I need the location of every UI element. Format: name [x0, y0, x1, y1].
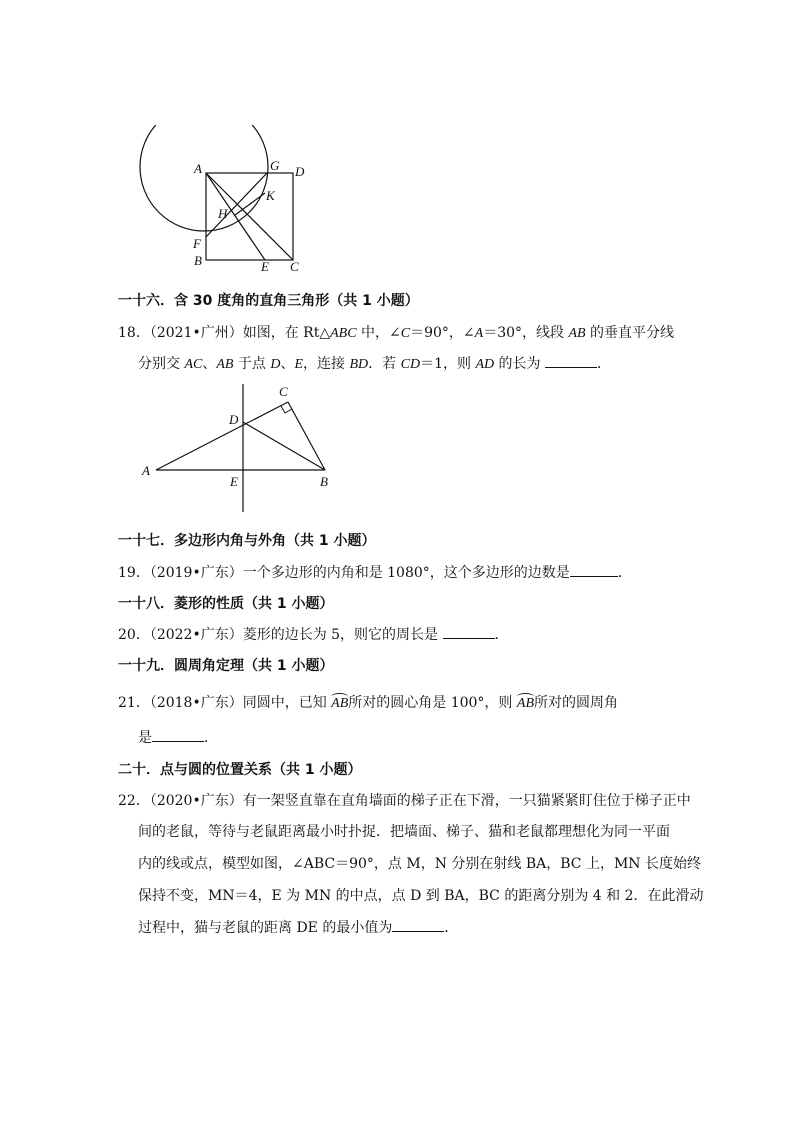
segment-AE	[206, 173, 265, 260]
arc-AB-2: AB	[516, 696, 534, 711]
label-D: D	[229, 412, 239, 427]
label-F: F	[193, 236, 201, 251]
answer-blank-21[interactable]	[152, 727, 204, 742]
label-E: E	[261, 259, 269, 274]
question-22-line2: 间的老鼠，等待与老鼠距离最小时扑捉．把墙面、梯子、猫和老鼠都理想化为同一平面	[138, 824, 670, 840]
answer-blank-22[interactable]	[392, 917, 444, 932]
section-19-heading: 一十九．圆周角定理（共 1 小题）	[118, 658, 334, 674]
question-18-line2: 分别交 AC、AB 于点 D、E，连接 BD．若 CD＝1，则 AD 的长为 ．	[138, 353, 611, 373]
question-18-line1: 18．（2021•广州）如图，在 Rt△ABC 中，∠C＝90°，∠A＝30°，线段 AB 的垂直平分线	[118, 325, 675, 341]
section-16-heading: 一十六．含 30 度角的直角三角形（共 1 小题）	[118, 293, 419, 309]
question-22-line4: 保持不变，MN＝4，E 为 MN 的中点，点 D 到 BA，BC 的距离分别为 4 和 2．在此滑动	[138, 888, 704, 904]
label-A: A	[142, 463, 150, 478]
question-22-line1: 22．（2020•广东）有一架竖直靠在直角墙面的梯子正在下滑，一只猫紧紧盯住位于梯子正中	[118, 793, 691, 809]
label-G: G	[270, 158, 280, 173]
label-H: H	[218, 206, 228, 221]
question-20: 20．（2022•广东）菱形的边长为 5，则它的周长是 ．	[118, 624, 509, 644]
label-B: B	[194, 253, 202, 268]
answer-blank-18[interactable]	[545, 353, 597, 368]
label-B: B	[320, 474, 328, 489]
answer-blank-19[interactable]	[570, 562, 618, 577]
label-C: C	[290, 259, 299, 274]
arc-AB-1: AB	[331, 696, 349, 711]
label-K: K	[266, 188, 275, 203]
section-20-heading: 二十．点与圆的位置关系（共 1 小题）	[118, 762, 362, 778]
label-C: C	[279, 384, 288, 399]
question-21-line2: 是 ．	[138, 727, 218, 747]
segment-DB	[243, 422, 325, 470]
label-D: D	[295, 164, 305, 179]
question-22-line3: 内的线或点，模型如图，∠ABC＝90°，点 M，N 分别在射线 BA，BC 上，MN 长度始终	[138, 856, 701, 872]
section-17-heading: 一十七．多边形内角与外角（共 1 小题）	[118, 533, 376, 549]
label-A: A	[194, 161, 202, 176]
question-22-line5: 过程中，猫与老鼠的距离 DE 的最小值为 ．	[138, 917, 458, 937]
section-18-heading: 一十八．菱形的性质（共 1 小题）	[118, 596, 334, 612]
answer-blank-20[interactable]	[443, 624, 495, 639]
question-21-line1: 21．（2018•广东）同圆中，已知 AB所对的圆心角是 100°，则 AB所对的圆周角	[118, 695, 618, 711]
question-19: 19．（2019•广东）一个多边形的内角和是 1080°，这个多边形的边数是 ．	[118, 562, 632, 582]
figure-triangle	[138, 382, 338, 517]
figure-circle-square	[130, 125, 320, 275]
label-E: E	[230, 474, 238, 489]
segment-AC	[156, 402, 288, 470]
